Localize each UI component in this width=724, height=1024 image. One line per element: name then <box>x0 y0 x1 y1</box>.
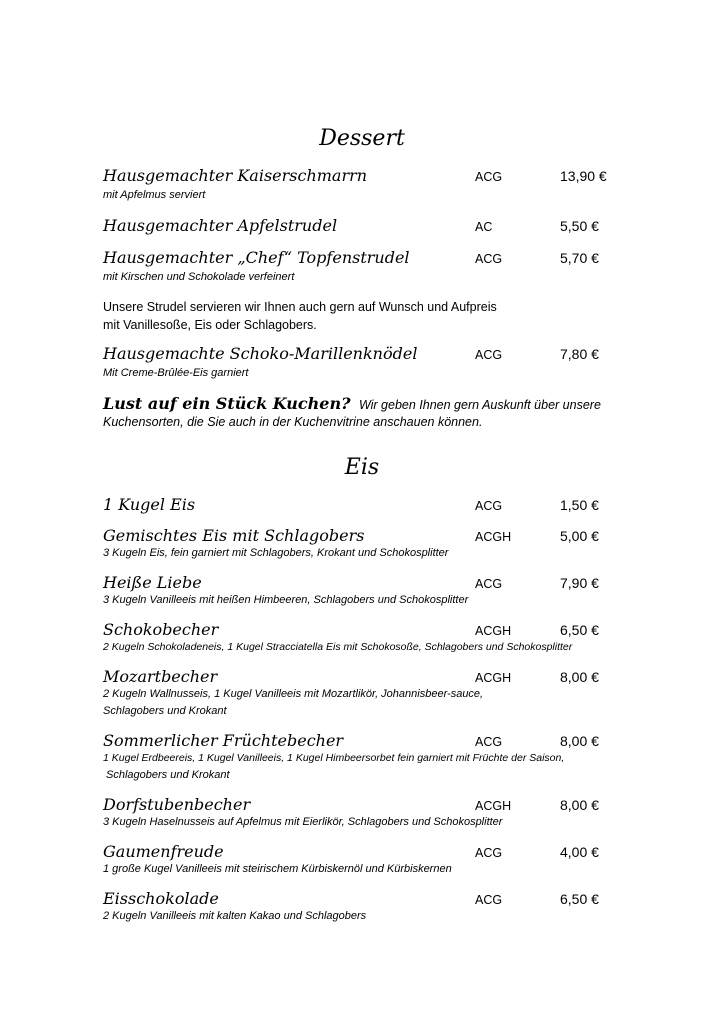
item-name: Dorfstubenbecher <box>103 795 251 814</box>
item-description: 3 Kugeln Eis, fein garniert mit Schlagobers, Krokant und Schokosplitter <box>103 547 449 559</box>
item-price: 5,00 € <box>560 528 599 544</box>
item-description: mit Kirschen und Schokolade verfeinert <box>103 271 295 283</box>
item-price: 1,50 € <box>560 497 599 513</box>
item-name: Hausgemachter Apfelstrudel <box>103 216 338 235</box>
item-price: 7,90 € <box>560 575 599 591</box>
item-price: 4,00 € <box>560 844 599 860</box>
allergen-code: ACG <box>475 846 503 860</box>
allergen-code: ACG <box>475 735 503 749</box>
item-price: 8,00 € <box>560 733 599 749</box>
eis-heading: Eis <box>344 455 380 480</box>
allergen-code: ACG <box>475 252 503 266</box>
strudel-note: Unsere Strudel servieren wir Ihnen auch gern auf Wunsch und Aufpreis <box>103 300 497 314</box>
item-name: Hausgemachter Kaiserschmarrn <box>103 166 368 185</box>
allergen-code: ACGH <box>475 799 512 813</box>
item-price: 8,00 € <box>560 669 599 685</box>
item-description: 3 Kugeln Vanilleeis mit heißen Himbeeren, Schlagobers und Schokosplitter <box>103 594 469 606</box>
allergen-code: ACG <box>475 893 503 907</box>
item-description: 2 Kugeln Vanilleeis mit kalten Kakao und Schlagobers <box>103 910 367 922</box>
allergen-code: ACGH <box>475 671 512 685</box>
item-price: 5,70 € <box>560 250 599 266</box>
item-name: Schokobecher <box>103 620 219 639</box>
item-price: 13,90 € <box>560 168 607 184</box>
item-name: Hausgemachter „Chef“ Topfenstrudel <box>103 248 410 267</box>
allergen-code: AC <box>475 220 493 234</box>
item-description: 2 Kugeln Wallnusseis, 1 Kugel Vanilleeis mit Mozartlikör, Johannisbeer-sauce, <box>103 688 484 700</box>
item-description: 1 Kugel Erdbeereis, 1 Kugel Vanilleeis, 1 Kugel Himbeersorbet fein garniert mit Früchte der Saison, <box>103 752 565 764</box>
item-name: Gemischtes Eis mit Schlagobers <box>103 526 365 545</box>
item-price: 6,50 € <box>560 622 599 638</box>
item-name: Hausgemachte Schoko-Marillenknödel <box>103 344 418 363</box>
kuchen-title: Lust auf ein Stück Kuchen? <box>103 394 351 413</box>
item-description: 3 Kugeln Haselnusseis auf Apfelmus mit Eierlikör, Schlagobers und Schokosplitter <box>103 816 503 828</box>
item-price: 8,00 € <box>560 797 599 813</box>
item-price: 6,50 € <box>560 891 599 907</box>
item-description: Schlagobers und Krokant <box>106 769 230 781</box>
kuchen-note <box>103 394 601 414</box>
item-name: 1 Kugel Eis <box>103 495 196 514</box>
item-description: 2 Kugeln Schokoladeneis, 1 Kugel Stracciatella Eis mit Schokosoße, Schlagobers und Schokosplitter <box>103 641 573 653</box>
allergen-code: ACG <box>475 348 503 362</box>
item-name: Mozartbecher <box>103 667 218 686</box>
item-description: mit Apfelmus serviert <box>103 189 206 201</box>
item-name: Gaumenfreude <box>103 842 224 861</box>
item-description: Mit Creme-Brûlée-Eis garniert <box>103 367 249 379</box>
strudel-note: mit Vanillesoße, Eis oder Schlagobers. <box>103 318 317 332</box>
allergen-code: ACG <box>475 499 503 513</box>
item-name: Eisschokolade <box>103 889 219 908</box>
allergen-code: ACG <box>475 577 503 591</box>
item-name: Heiße Liebe <box>103 573 202 592</box>
kuchen-text: Kuchensorten, die Sie auch in der Kuchenvitrine anschauen können. <box>103 415 483 429</box>
item-price: 5,50 € <box>560 218 599 234</box>
allergen-code: ACG <box>475 170 503 184</box>
kuchen-text: Wir geben Ihnen gern Auskunft über unsere <box>358 398 601 412</box>
item-price: 7,80 € <box>560 346 599 362</box>
allergen-code: ACGH <box>475 624 512 638</box>
dessert-heading: Dessert <box>319 126 405 151</box>
item-description: 1 große Kugel Vanilleeis mit steirischem Kürbiskernöl und Kürbiskernen <box>103 863 452 875</box>
item-name: Sommerlicher Früchtebecher <box>103 731 344 750</box>
allergen-code: ACGH <box>475 530 512 544</box>
item-description: Schlagobers und Krokant <box>103 705 227 717</box>
